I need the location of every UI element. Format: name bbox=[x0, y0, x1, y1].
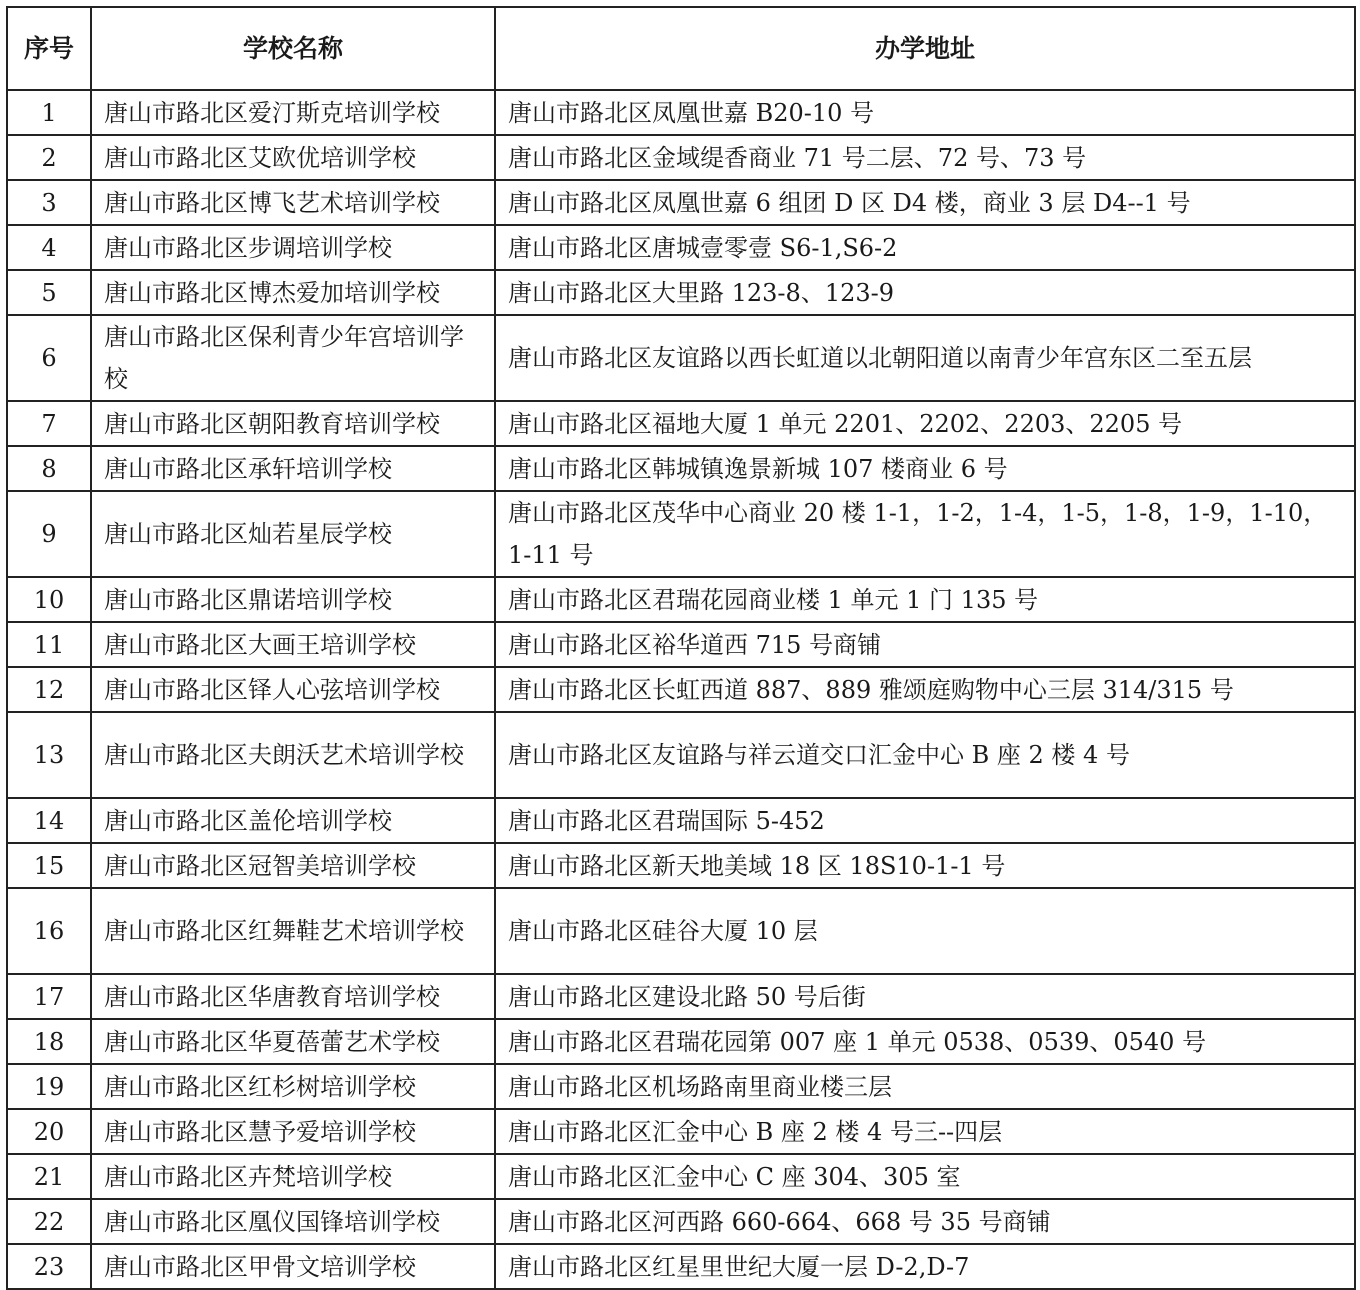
row-index: 6 bbox=[7, 315, 91, 401]
table-row bbox=[7, 888, 1355, 974]
table-row bbox=[7, 974, 1355, 1019]
row-index: 16 bbox=[7, 888, 91, 974]
school-name-cell: 唐山市路北区艾欧优培训学校 bbox=[91, 135, 495, 180]
address-cell: 唐山市路北区裕华道西 715 号商铺 bbox=[495, 622, 1355, 667]
address-cell: 唐山市路北区茂华中心商业 20 楼 1-1，1-2，1-4，1-5，1-8，1-9，1-10，1-11 号 bbox=[495, 491, 1355, 577]
row-index: 3 bbox=[7, 180, 91, 225]
address-cell: 唐山市路北区新天地美域 18 区 18S10-1-1 号 bbox=[495, 843, 1355, 888]
address-cell: 唐山市路北区汇金中心 C 座 304、305 室 bbox=[495, 1154, 1355, 1199]
school-name-cell: 唐山市路北区夫朗沃艺术培训学校 bbox=[91, 712, 495, 798]
table-row bbox=[7, 401, 1355, 446]
school-name-cell: 唐山市路北区甲骨文培训学校 bbox=[91, 1244, 495, 1289]
address-cell: 唐山市路北区汇金中心 B 座 2 楼 4 号三--四层 bbox=[495, 1109, 1355, 1154]
row-index: 8 bbox=[7, 446, 91, 491]
school-name-cell: 唐山市路北区爱汀斯克培训学校 bbox=[91, 90, 495, 135]
row-index: 23 bbox=[7, 1244, 91, 1289]
school-name-cell: 唐山市路北区盖伦培训学校 bbox=[91, 798, 495, 843]
header-school-name: 学校名称 bbox=[91, 7, 495, 90]
school-name-cell: 唐山市路北区博飞艺术培训学校 bbox=[91, 180, 495, 225]
row-index: 18 bbox=[7, 1019, 91, 1064]
row-index: 9 bbox=[7, 491, 91, 577]
table-row bbox=[7, 1154, 1355, 1199]
row-index: 11 bbox=[7, 622, 91, 667]
school-name-cell: 唐山市路北区大画王培训学校 bbox=[91, 622, 495, 667]
school-name-cell: 唐山市路北区华唐教育培训学校 bbox=[91, 974, 495, 1019]
row-index: 12 bbox=[7, 667, 91, 712]
address-cell: 唐山市路北区红星里世纪大厦一层 D-2,D-7 bbox=[495, 1244, 1355, 1289]
address-cell: 唐山市路北区韩城镇逸景新城 107 楼商业 6 号 bbox=[495, 446, 1355, 491]
school-name-cell: 唐山市路北区卉梵培训学校 bbox=[91, 1154, 495, 1199]
address-cell: 唐山市路北区凤凰世嘉 6 组团 D 区 D4 楼，商业 3 层 D4--1 号 bbox=[495, 180, 1355, 225]
address-cell: 唐山市路北区友谊路与祥云道交口汇金中心 B 座 2 楼 4 号 bbox=[495, 712, 1355, 798]
table-row bbox=[7, 135, 1355, 180]
address-cell: 唐山市路北区凤凰世嘉 B20-10 号 bbox=[495, 90, 1355, 135]
school-name-cell: 唐山市路北区朝阳教育培训学校 bbox=[91, 401, 495, 446]
row-index: 17 bbox=[7, 974, 91, 1019]
table-row bbox=[7, 1109, 1355, 1154]
address-cell: 唐山市路北区建设北路 50 号后街 bbox=[495, 974, 1355, 1019]
table-row bbox=[7, 798, 1355, 843]
address-cell: 唐山市路北区大里路 123-8、123-9 bbox=[495, 270, 1355, 315]
address-cell: 唐山市路北区河西路 660-664、668 号 35 号商铺 bbox=[495, 1199, 1355, 1244]
table-row bbox=[7, 90, 1355, 135]
table-row bbox=[7, 225, 1355, 270]
row-index: 15 bbox=[7, 843, 91, 888]
table-row bbox=[7, 577, 1355, 622]
school-list-table bbox=[6, 6, 1356, 1290]
row-index: 14 bbox=[7, 798, 91, 843]
table-row bbox=[7, 446, 1355, 491]
row-index: 21 bbox=[7, 1154, 91, 1199]
header-index: 序号 bbox=[7, 7, 91, 90]
address-cell: 唐山市路北区唐城壹零壹 S6-1,S6-2 bbox=[495, 225, 1355, 270]
school-name-cell: 唐山市路北区红杉树培训学校 bbox=[91, 1064, 495, 1109]
table-row bbox=[7, 180, 1355, 225]
row-index: 1 bbox=[7, 90, 91, 135]
school-name-cell: 唐山市路北区博杰爱加培训学校 bbox=[91, 270, 495, 315]
table-row bbox=[7, 1019, 1355, 1064]
address-cell: 唐山市路北区机场路南里商业楼三层 bbox=[495, 1064, 1355, 1109]
address-cell: 唐山市路北区君瑞国际 5-452 bbox=[495, 798, 1355, 843]
address-cell: 唐山市路北区福地大厦 1 单元 2201、2202、2203、2205 号 bbox=[495, 401, 1355, 446]
row-index: 5 bbox=[7, 270, 91, 315]
table-row bbox=[7, 843, 1355, 888]
school-name-cell: 唐山市路北区慧予爱培训学校 bbox=[91, 1109, 495, 1154]
school-name-cell: 唐山市路北区灿若星辰学校 bbox=[91, 491, 495, 577]
table-row bbox=[7, 712, 1355, 798]
school-name-cell: 唐山市路北区步调培训学校 bbox=[91, 225, 495, 270]
row-index: 2 bbox=[7, 135, 91, 180]
table-row bbox=[7, 491, 1355, 577]
address-cell: 唐山市路北区长虹西道 887、889 雅颂庭购物中心三层 314/315 号 bbox=[495, 667, 1355, 712]
address-cell: 唐山市路北区硅谷大厦 10 层 bbox=[495, 888, 1355, 974]
school-name-cell: 唐山市路北区铎人心弦培训学校 bbox=[91, 667, 495, 712]
table-row bbox=[7, 315, 1355, 401]
row-index: 7 bbox=[7, 401, 91, 446]
school-name-cell: 唐山市路北区承轩培训学校 bbox=[91, 446, 495, 491]
address-cell: 唐山市路北区友谊路以西长虹道以北朝阳道以南青少年宫东区二至五层 bbox=[495, 315, 1355, 401]
row-index: 10 bbox=[7, 577, 91, 622]
school-name-cell: 唐山市路北区凰仪国锋培训学校 bbox=[91, 1199, 495, 1244]
row-index: 13 bbox=[7, 712, 91, 798]
table-row bbox=[7, 1244, 1355, 1289]
table-row bbox=[7, 270, 1355, 315]
table-row bbox=[7, 667, 1355, 712]
school-name-cell: 唐山市路北区冠智美培训学校 bbox=[91, 843, 495, 888]
school-name-cell: 唐山市路北区华夏蓓蕾艺术学校 bbox=[91, 1019, 495, 1064]
header-address: 办学地址 bbox=[495, 7, 1355, 90]
address-cell: 唐山市路北区金域缇香商业 71 号二层、72 号、73 号 bbox=[495, 135, 1355, 180]
table-row bbox=[7, 1064, 1355, 1109]
header-row bbox=[7, 7, 1355, 90]
school-name-cell: 唐山市路北区鼎诺培训学校 bbox=[91, 577, 495, 622]
school-name-cell: 唐山市路北区保利青少年宫培训学校 bbox=[91, 315, 495, 401]
row-index: 4 bbox=[7, 225, 91, 270]
row-index: 19 bbox=[7, 1064, 91, 1109]
address-cell: 唐山市路北区君瑞花园商业楼 1 单元 1 门 135 号 bbox=[495, 577, 1355, 622]
school-name-cell: 唐山市路北区红舞鞋艺术培训学校 bbox=[91, 888, 495, 974]
row-index: 22 bbox=[7, 1199, 91, 1244]
row-index: 20 bbox=[7, 1109, 91, 1154]
address-cell: 唐山市路北区君瑞花园第 007 座 1 单元 0538、0539、0540 号 bbox=[495, 1019, 1355, 1064]
table-row bbox=[7, 622, 1355, 667]
table-row bbox=[7, 1199, 1355, 1244]
